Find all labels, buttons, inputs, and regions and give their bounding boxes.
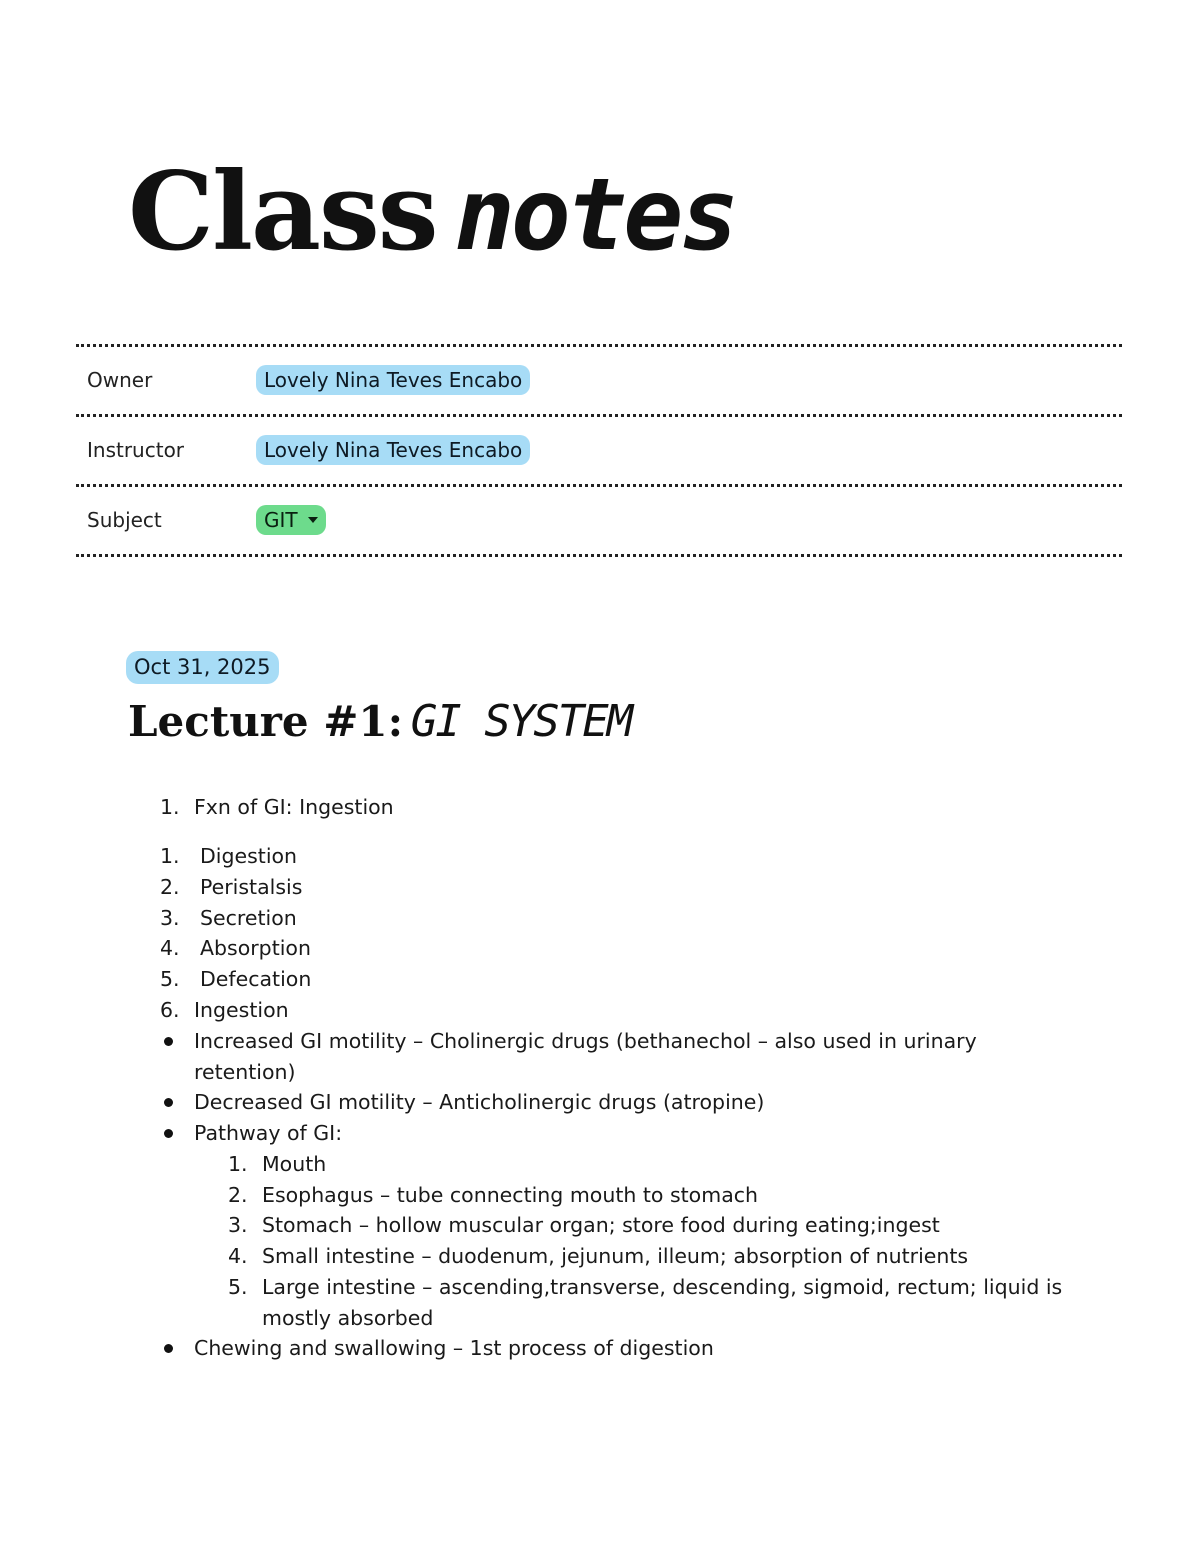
list-marker: 5. — [228, 1275, 248, 1299]
bullet-dot-icon — [164, 1037, 173, 1046]
list-item-text: Small intestine – duodenum, jejunum, illeum; absorption of nutrients — [262, 1244, 969, 1268]
bullet-dot-icon — [164, 1129, 173, 1138]
property-label-owner: Owner — [87, 368, 153, 392]
list-marker: 1. — [160, 795, 180, 819]
list-marker: 6. — [160, 998, 180, 1022]
bullet-item-text: Increased GI motility – Cholinergic drugs (bethanechol – also used in urinary — [194, 1029, 977, 1053]
instructor-person-pill[interactable]: Lovely Nina Teves Encabo — [256, 435, 530, 465]
lecture-heading — [128, 696, 631, 749]
list-marker: 3. — [228, 1213, 248, 1237]
property-label-instructor: Instructor — [87, 438, 185, 462]
property-value-owner — [256, 365, 530, 395]
list-marker: 1. — [160, 844, 180, 868]
list-marker: 4. — [228, 1244, 248, 1268]
property-row-subject — [76, 484, 1122, 554]
list-marker: 2. — [160, 875, 180, 899]
properties-bottom-divider — [76, 554, 1122, 557]
owner-person-pill[interactable]: Lovely Nina Teves Encabo — [256, 365, 530, 395]
subject-select-value: GIT — [264, 508, 298, 532]
list-item-text: Fxn of GI: Ingestion — [194, 795, 394, 819]
list-item-text: Ingestion — [194, 998, 289, 1022]
list-item-text: Esophagus – tube connecting mouth to stomach — [262, 1183, 759, 1207]
lecture-heading-number: Lecture #1: — [128, 697, 404, 746]
bullet-dot-icon — [164, 1344, 173, 1353]
subject-select-pill[interactable] — [256, 505, 326, 535]
list-item-text: Large intestine – ascending,transverse, descending, sigmoid, rectum; liquid is — [262, 1275, 1063, 1299]
list-marker: 1. — [228, 1152, 248, 1176]
list-marker: 5. — [160, 967, 180, 991]
properties-table — [76, 344, 1122, 557]
page-title-word-notes: notes — [454, 156, 736, 273]
list-item-text: Peristalsis — [200, 875, 303, 899]
list-marker: 2. — [228, 1183, 248, 1207]
list-marker: 3. — [160, 906, 180, 930]
bullet-item-text: Pathway of GI: — [194, 1121, 343, 1145]
property-value-instructor — [256, 435, 530, 465]
caret-down-icon — [308, 517, 318, 523]
lecture-date-pill[interactable]: Oct 31, 2025 — [126, 651, 279, 684]
list-item-text: Absorption — [200, 936, 311, 960]
list-item-text: Secretion — [200, 906, 297, 930]
list-item-text: Digestion — [200, 844, 298, 868]
bullet-item-text: Chewing and swallowing – 1st process of digestion — [194, 1336, 714, 1360]
bullet-item-continuation: retention) — [194, 1060, 296, 1084]
property-row-owner — [76, 344, 1122, 414]
list-item-text: Defecation — [200, 967, 312, 991]
list-marker: 4. — [160, 936, 180, 960]
property-value-subject — [256, 505, 326, 535]
lecture-heading-topic: GI SYSTEM — [410, 696, 632, 747]
list-item-text: Mouth — [262, 1152, 327, 1176]
nested-list-item-continuation: mostly absorbed — [262, 1306, 434, 1330]
bullet-dot-icon — [164, 1098, 173, 1107]
bullet-item-text: Decreased GI motility – Anticholinergic drugs (atropine) — [194, 1090, 765, 1114]
property-label-subject: Subject — [87, 508, 162, 532]
page-title-word-class: Class — [128, 149, 437, 275]
page-title — [128, 149, 736, 275]
property-row-instructor — [76, 414, 1122, 484]
list-item-text: Stomach – hollow muscular organ; store food during eating;ingest — [262, 1213, 940, 1237]
